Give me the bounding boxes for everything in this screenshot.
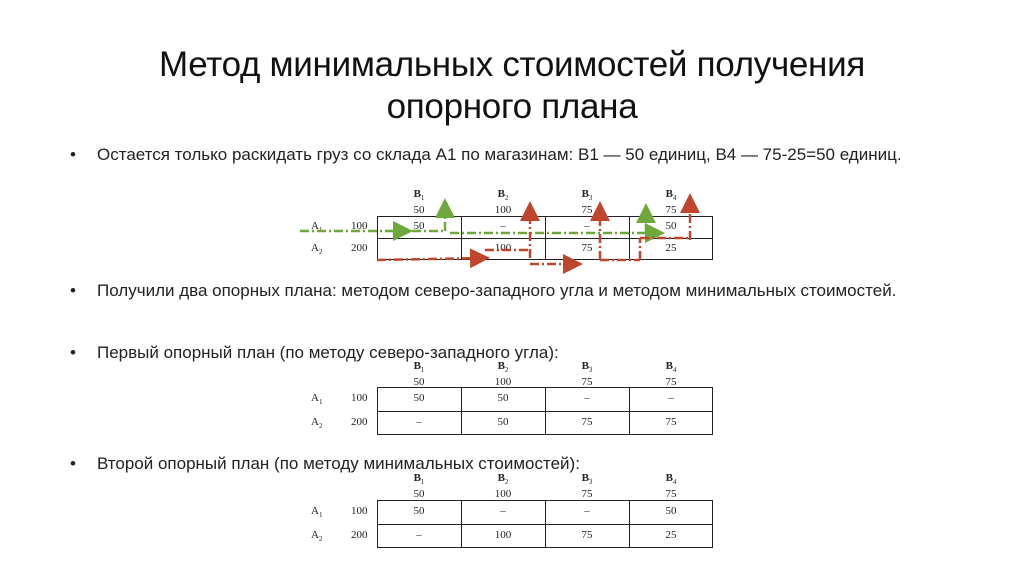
- table-cell: 25: [665, 529, 677, 541]
- row-letter: A: [311, 505, 319, 517]
- column-letter: B: [581, 188, 589, 200]
- column-letter: B: [413, 472, 421, 484]
- table-cell: –: [500, 220, 506, 232]
- bullet-marker: •: [70, 343, 76, 362]
- table-cell: –: [584, 505, 590, 517]
- column-index: 1: [420, 478, 425, 487]
- column-index: 4: [672, 194, 677, 203]
- column-letter: B: [413, 360, 421, 372]
- row-supply: 100: [351, 392, 368, 404]
- row-supply: 200: [351, 416, 368, 428]
- column-demand: 50: [413, 204, 425, 217]
- red-arrow-segment: [377, 258, 485, 260]
- table-cell: 50: [413, 220, 425, 232]
- column-letter: B: [497, 360, 505, 372]
- column-letter: B: [665, 472, 673, 484]
- bullet-text: Первый опорный план (по методу северо-западного угла):: [97, 343, 559, 362]
- row-supply: 200: [351, 529, 368, 541]
- table-cell: 100: [494, 529, 512, 541]
- column-letter: B: [665, 360, 673, 372]
- row-letter: A: [311, 242, 319, 254]
- column-index: 4: [672, 478, 677, 487]
- column-demand: 75: [665, 376, 677, 389]
- row-letter: A: [311, 220, 319, 232]
- column-letter: B: [665, 188, 673, 200]
- row-letter: A: [311, 416, 319, 428]
- row-index: 2: [318, 422, 323, 431]
- column-letter: B: [497, 472, 505, 484]
- bullet-marker: •: [70, 281, 76, 300]
- table-cell: –: [416, 416, 422, 428]
- table-cell: –: [668, 392, 674, 404]
- table-cell: 50: [497, 416, 509, 428]
- column-letter: B: [581, 360, 589, 372]
- column-index: 2: [504, 194, 509, 203]
- table-cell: 25: [665, 242, 677, 254]
- table-cell: 50: [413, 505, 425, 517]
- column-index: 3: [588, 478, 593, 487]
- green-arrows: [300, 203, 660, 233]
- table-cell: 50: [665, 220, 677, 232]
- column-letter: B: [413, 188, 421, 200]
- table-cell: 50: [665, 505, 677, 517]
- table-cell: 75: [581, 529, 593, 541]
- column-index: 3: [588, 366, 593, 375]
- title-line-1: Метод минимальных стоимостей получения: [159, 45, 865, 84]
- bullet-text: Остается только раскидать груз со склада А1 по магазинам: В1 — 50 единиц, В4 — 75-25=50 единиц.: [97, 145, 902, 164]
- bullet-text: Второй опорный план (по методу минимальных стоимостей):: [97, 454, 580, 473]
- column-demand: 50: [413, 488, 425, 501]
- column-demand: 75: [581, 488, 593, 501]
- column-index: 3: [588, 194, 593, 203]
- bullet-marker: •: [70, 145, 76, 164]
- row-letter: A: [311, 392, 319, 404]
- column-index: 1: [420, 194, 425, 203]
- column-index: 4: [672, 366, 677, 375]
- table-cell: –: [584, 220, 590, 232]
- row-supply: 100: [351, 220, 368, 232]
- table-cell: 50: [497, 392, 509, 404]
- table-cell: –: [584, 392, 590, 404]
- table-cell: –: [416, 529, 422, 541]
- column-demand: 75: [581, 376, 593, 389]
- row-index: 1: [318, 511, 323, 520]
- column-demand: 100: [494, 204, 512, 217]
- table-cell: 100: [494, 242, 512, 254]
- column-index: 1: [420, 366, 425, 375]
- column-demand: 75: [581, 204, 593, 217]
- column-demand: 75: [665, 488, 677, 501]
- table-cell: –: [500, 505, 506, 517]
- row-index: 1: [318, 398, 323, 407]
- column-demand: 75: [665, 204, 677, 217]
- column-letter: B: [497, 188, 505, 200]
- row-supply: 200: [351, 242, 368, 254]
- bullet-marker: •: [70, 454, 76, 473]
- row-index: 2: [318, 248, 323, 257]
- row-index: 1: [318, 226, 323, 235]
- column-index: 2: [504, 366, 509, 375]
- row-index: 2: [318, 535, 323, 544]
- title-line-2: опорного плана: [386, 87, 638, 126]
- row-supply: 100: [351, 505, 368, 517]
- column-index: 2: [504, 478, 509, 487]
- table-cell: 75: [665, 416, 677, 428]
- bullet-text: Получили два опорных плана: методом северо-западного угла и методом минимальных стоимостей.: [97, 281, 897, 300]
- column-demand: 100: [494, 488, 512, 501]
- row-letter: A: [311, 529, 319, 541]
- column-demand: 100: [494, 376, 512, 389]
- table-cell: 50: [413, 392, 425, 404]
- column-letter: B: [581, 472, 589, 484]
- table-cell: 75: [581, 242, 593, 254]
- table-cell: 75: [581, 416, 593, 428]
- red-arrows: [377, 198, 690, 264]
- column-demand: 50: [413, 376, 425, 389]
